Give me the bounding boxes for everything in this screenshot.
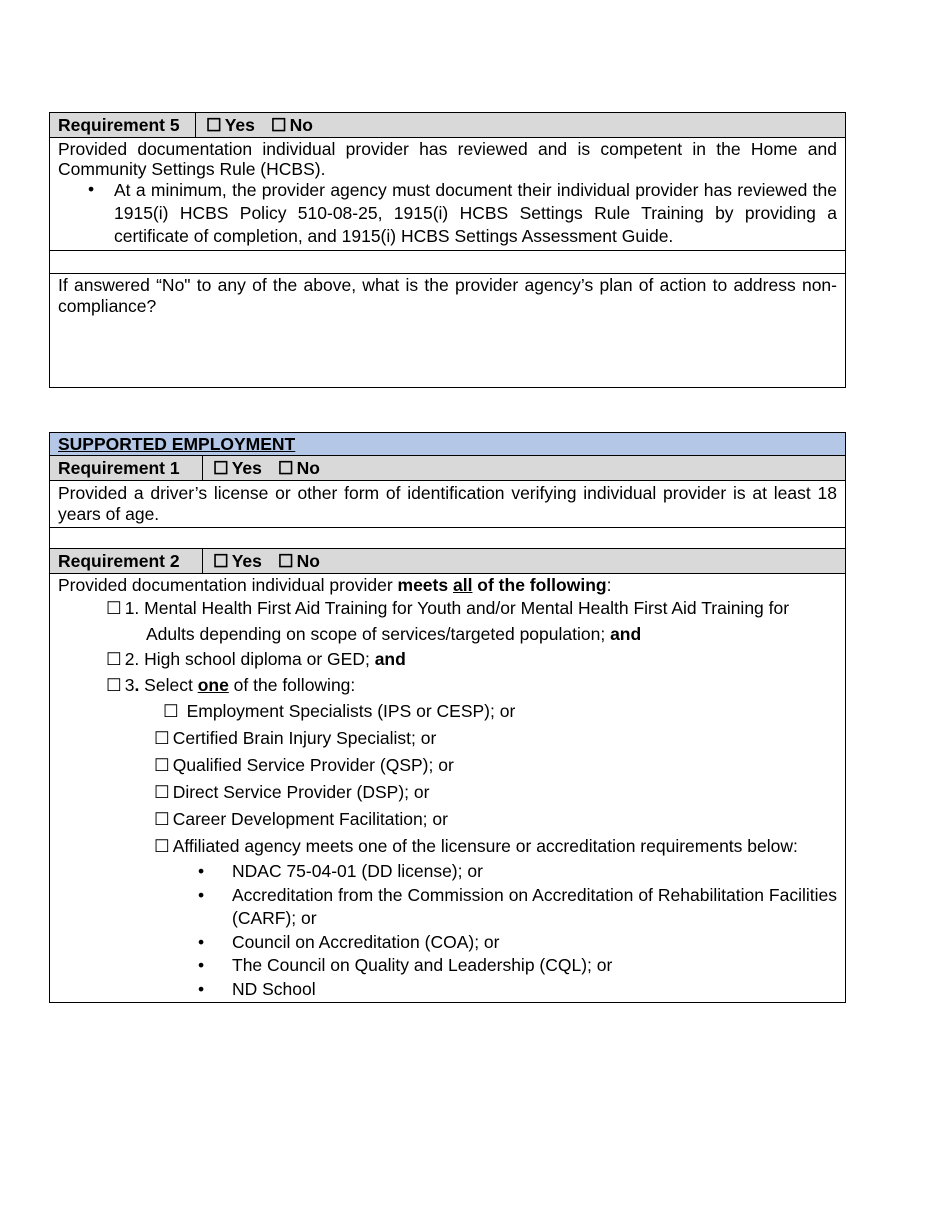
bullet-icon: •	[198, 861, 205, 881]
requirement-5-bullet: • At a minimum, the provider agency must document their individual provider has reviewed the 1915(i) HCBS Policy 510-08-25, 1915(i) HCBS Settings Rule Training by providing a certificate of completion, and 1915(i) HCBS Settings Assessment Guide.	[88, 179, 837, 246]
accreditation-item: • Accreditation from the Commission on Accreditation of Rehabilitation Facilities (CARF); or	[58, 884, 837, 931]
requirement-5-description: Provided documentation individual provider has reviewed and is competent in the Home and Community Settings Rule (HCBS).	[58, 139, 837, 179]
requirement-2-item-2[interactable]: ☐ 2. High school diploma or GED; and	[106, 649, 406, 669]
requirement-1-spacer-row	[50, 528, 846, 549]
requirement-1-answer	[203, 456, 846, 481]
bullet-icon: •	[198, 931, 205, 952]
checkbox-icon[interactable]: ☐	[154, 836, 170, 856]
checkbox-icon[interactable]: ☐	[106, 598, 122, 618]
requirement-2-body	[50, 574, 846, 1003]
requirement-2-item-3[interactable]: ☐ 3. Select one of the following:	[106, 674, 356, 695]
checkbox-icon[interactable]: ☐	[154, 755, 170, 775]
option-affiliated-agency[interactable]: ☐ Affiliated agency meets one of the licensure or accreditation requirements below:	[154, 836, 798, 856]
requirement-5-no-option[interactable]: ☐ No	[270, 114, 313, 135]
requirement-1-label: Requirement 1	[50, 456, 203, 481]
requirement-2-item-1-continued: Adults depending on scope of services/targeted population; and	[146, 623, 642, 644]
option-career-development[interactable]: ☐ Career Development Facilitation; or	[154, 809, 448, 829]
requirement-2-item-1[interactable]: ☐ 1. Mental Health First Aid Training for Youth and/or Mental Health First Aid Training for	[106, 598, 790, 618]
checkbox-icon[interactable]: ☐	[106, 649, 122, 669]
requirement-2-no-option[interactable]: ☐ No	[277, 550, 320, 571]
checkbox-icon[interactable]: ☐	[213, 550, 229, 571]
option-employment-specialists[interactable]: ☐ Employment Specialists (IPS or CESP); or	[163, 701, 516, 721]
supported-employment-heading: SUPPORTED EMPLOYMENT	[50, 433, 846, 456]
requirement-2-yes-option[interactable]: ☐ Yes	[213, 550, 262, 571]
checkbox-icon[interactable]: ☐	[154, 782, 170, 802]
requirement-5-spacer-row	[50, 251, 846, 274]
checkbox-icon[interactable]: ☐	[106, 674, 122, 695]
requirement-5-label: Requirement 5	[50, 113, 196, 138]
requirement-2-answer	[203, 549, 846, 574]
requirement-1-no-option[interactable]: ☐ No	[277, 457, 320, 478]
checkbox-icon[interactable]: ☐	[154, 809, 170, 829]
accreditation-item: • ND School	[58, 978, 837, 1002]
checkbox-icon[interactable]: ☐	[277, 550, 294, 571]
requirement-2-intro: Provided documentation individual provider meets all of the following:	[58, 575, 612, 595]
requirement-5-body	[50, 138, 846, 251]
checkbox-icon[interactable]: ☐	[277, 457, 294, 478]
checkbox-icon[interactable]: ☐	[270, 114, 287, 135]
accreditation-item: • NDAC 75-04-01 (DD license); or	[58, 860, 837, 884]
supported-employment-table	[49, 432, 846, 1003]
checkbox-icon[interactable]: ☐	[154, 728, 170, 748]
option-brain-injury-specialist[interactable]: ☐ Certified Brain Injury Specialist; or	[154, 728, 437, 748]
requirement-2-label: Requirement 2	[50, 549, 203, 574]
noncompliance-question: If answered “No" to any of the above, what is the provider agency’s plan of action to address non-compliance?	[58, 275, 837, 316]
bullet-icon: •	[88, 179, 95, 199]
checkbox-icon[interactable]: ☐	[163, 701, 179, 721]
bullet-icon: •	[198, 884, 205, 905]
option-dsp[interactable]: ☐ Direct Service Provider (DSP); or	[154, 782, 430, 802]
checkbox-icon[interactable]: ☐	[213, 457, 229, 478]
requirement-1-yes-option[interactable]: ☐ Yes	[213, 457, 262, 478]
bullet-icon: •	[198, 955, 205, 975]
bullet-icon: •	[198, 978, 205, 999]
requirement-5-answer	[196, 113, 846, 138]
requirement-5-table	[49, 112, 846, 388]
requirement-1-description: Provided a driver’s license or other form of identification verifying individual provider is at least 18 years of age.	[50, 481, 846, 528]
requirement-5-yes-option[interactable]: ☐ Yes	[206, 114, 255, 135]
accreditation-item: • Council on Accreditation (COA); or	[58, 931, 837, 955]
checkbox-icon[interactable]: ☐	[206, 114, 222, 135]
noncompliance-cell[interactable]	[50, 274, 846, 388]
accreditation-item: • The Council on Quality and Leadership (CQL); or	[58, 954, 837, 978]
option-qsp[interactable]: ☐ Qualified Service Provider (QSP); or	[154, 755, 454, 775]
